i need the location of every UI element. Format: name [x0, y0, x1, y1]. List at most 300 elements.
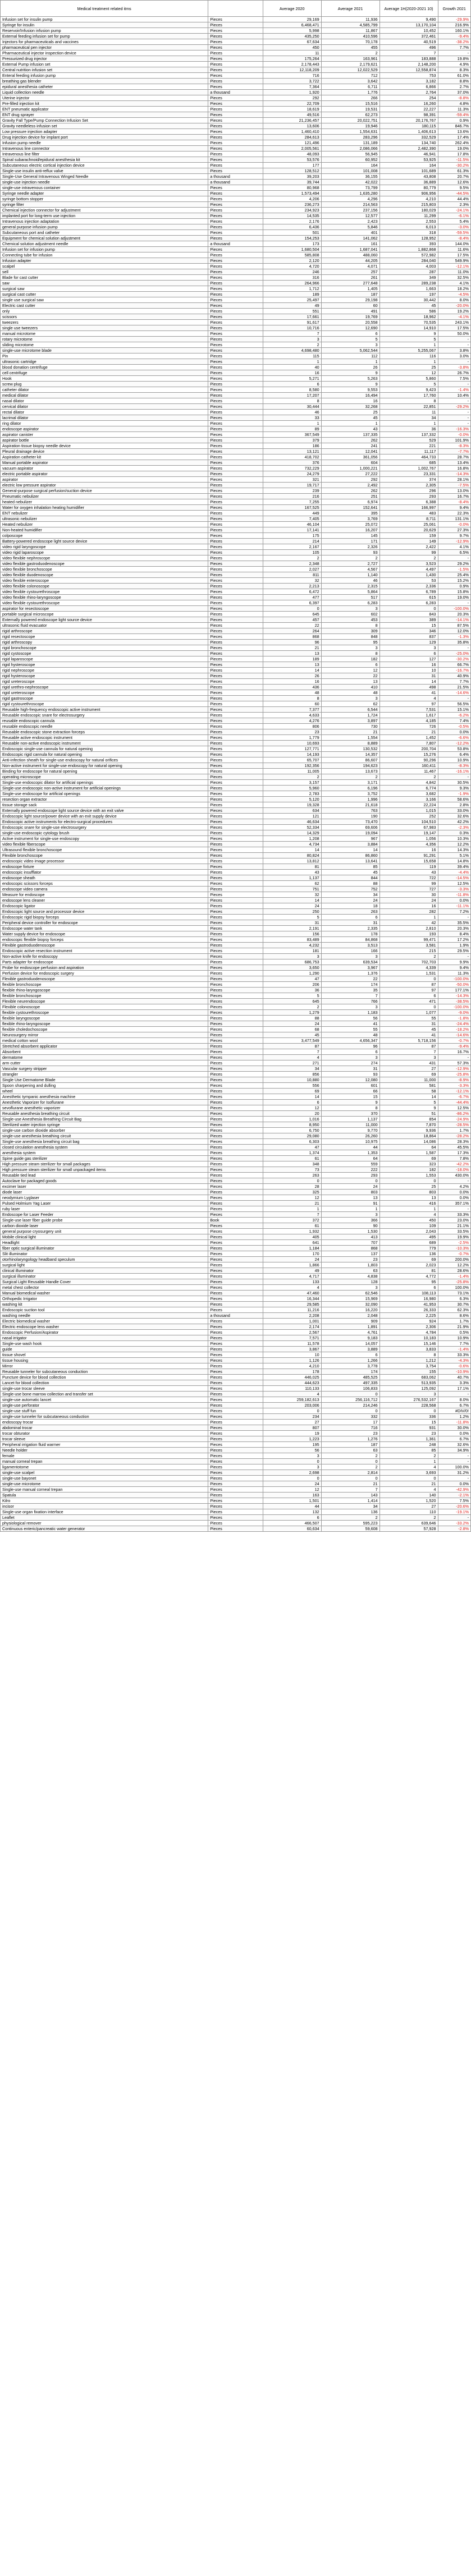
avg-1h-cell[interactable]: 101,689 — [379, 168, 438, 174]
item-name-cell[interactable]: Reusable high-frequency endoscopic active instrument — [1, 707, 208, 713]
avg-2021-cell[interactable]: 752 — [321, 887, 379, 892]
avg-2020-cell[interactable]: 11,578 — [263, 1341, 321, 1347]
item-name-cell[interactable]: flexible rhino-laryngoscope — [1, 1021, 208, 1027]
avg-1h-cell[interactable]: 346 — [379, 628, 438, 634]
avg-2021-cell[interactable]: 1,687,041 — [321, 247, 379, 252]
table-row[interactable] — [1, 45, 471, 50]
growth-cell[interactable]: -30.2% — [438, 163, 470, 168]
growth-cell[interactable]: 21.9% — [438, 1324, 470, 1330]
avg-2020-cell[interactable]: 14 — [263, 668, 321, 673]
avg-2020-cell[interactable]: 0 — [263, 1178, 321, 1184]
item-name-cell[interactable]: single-use anesthesia breathing circuit — [1, 1133, 208, 1139]
avg-2021-cell[interactable]: 25,072 — [321, 522, 379, 527]
avg-1h-cell[interactable]: 5 — [379, 337, 438, 342]
growth-cell[interactable]: 17.1% — [438, 1386, 470, 1392]
avg-1h-cell[interactable]: 4,784 — [379, 1330, 438, 1335]
avg-2021-cell[interactable]: 1,376 — [321, 971, 379, 976]
table-row[interactable] — [1, 488, 471, 494]
item-name-cell[interactable]: Endoscope water tank — [1, 926, 208, 931]
table-row[interactable] — [1, 247, 471, 252]
avg-2021-cell[interactable]: 70,178 — [321, 39, 379, 45]
avg-1h-cell[interactable]: 4,210 — [379, 196, 438, 202]
avg-2020-cell[interactable]: 11,005 — [263, 769, 321, 774]
avg-2021-cell[interactable]: 2,048 — [321, 1313, 379, 1319]
growth-cell[interactable]: -6.1% — [438, 213, 470, 219]
avg-2020-cell[interactable]: 2,178,443 — [263, 62, 321, 67]
item-name-cell[interactable]: Single-use Anesthesia Breathing Circuit Bag — [1, 1117, 208, 1122]
avg-2020-cell[interactable]: 5,998 — [263, 28, 321, 34]
unit-cell[interactable]: Pieces — [208, 146, 263, 151]
unit-cell[interactable]: Pieces — [208, 752, 263, 757]
growth-cell[interactable]: -2.5% — [438, 1240, 470, 1246]
table-row[interactable] — [1, 814, 471, 819]
unit-cell[interactable]: Pieces — [208, 151, 263, 157]
table-row[interactable] — [1, 954, 471, 959]
growth-cell[interactable]: 40.7% — [438, 1375, 470, 1380]
avg-2020-cell[interactable]: 24,279 — [263, 471, 321, 477]
item-name-cell[interactable]: Peripheral device controller for endoscope — [1, 920, 208, 926]
avg-2021-cell[interactable]: 31 — [321, 920, 379, 926]
avg-2021-cell[interactable]: 62,273 — [321, 112, 379, 118]
avg-2021-cell[interactable]: 1,776 — [321, 90, 379, 95]
unit-cell[interactable]: Pieces — [208, 1010, 263, 1016]
item-name-cell[interactable]: Spine guide gas sterilizer — [1, 1156, 208, 1161]
unit-cell[interactable]: Pieces — [208, 729, 263, 735]
item-name-cell[interactable]: video flexible colonoscope — [1, 584, 208, 589]
avg-2020-cell[interactable]: 47 — [263, 1145, 321, 1150]
growth-cell[interactable]: 177.1% — [438, 988, 470, 993]
avg-2021-cell[interactable]: 90 — [321, 1223, 379, 1229]
item-name-cell[interactable]: Subcutaneous electric cortical injection device — [1, 163, 208, 168]
avg-2020-cell[interactable]: 8,580 — [263, 387, 321, 393]
avg-2020-cell[interactable]: 56 — [263, 1448, 321, 1453]
avg-2021-cell[interactable]: 8,889 — [321, 741, 379, 746]
table-row[interactable] — [1, 572, 471, 578]
item-name-cell[interactable]: diode laser — [1, 1190, 208, 1195]
avg-1h-cell[interactable]: 837 — [379, 634, 438, 640]
unit-cell[interactable]: Pieces — [208, 1262, 263, 1268]
unit-cell[interactable]: Pieces — [208, 993, 263, 999]
table-row[interactable] — [1, 1083, 471, 1089]
item-name-cell[interactable]: colposcope — [1, 533, 208, 539]
item-name-cell[interactable]: rectal dilator — [1, 410, 208, 415]
growth-cell[interactable]: - — [438, 1453, 470, 1459]
unit-cell[interactable]: a thousand — [208, 180, 263, 185]
avg-2021-cell[interactable]: 3 — [321, 342, 379, 348]
avg-1h-cell[interactable]: 3 — [379, 1392, 438, 1397]
avg-2021-cell[interactable]: 130,532 — [321, 746, 379, 752]
avg-2021-cell[interactable]: 8 — [321, 623, 379, 628]
avg-2021-cell[interactable]: 6,711 — [321, 84, 379, 90]
avg-1h-cell[interactable]: 2 — [379, 954, 438, 959]
growth-cell[interactable]: -4.1% — [438, 314, 470, 320]
growth-cell[interactable]: -11.5% — [438, 157, 470, 163]
avg-2020-cell[interactable]: 178 — [263, 1369, 321, 1375]
table-row[interactable] — [1, 118, 471, 123]
growth-cell[interactable]: 6.7% — [438, 1436, 470, 1442]
table-row[interactable] — [1, 163, 471, 168]
avg-2020-cell[interactable]: 13,121 — [263, 449, 321, 454]
item-name-cell[interactable]: flexible bronchoscope — [1, 982, 208, 988]
avg-2020-cell[interactable]: 321 — [263, 477, 321, 483]
item-name-cell[interactable]: Pre-filled injection kit — [1, 101, 208, 107]
avg-2021-cell[interactable]: 12,577 — [321, 213, 379, 219]
item-name-cell[interactable]: Flexible gastroduodenoscope — [1, 943, 208, 948]
item-name-cell[interactable]: endoscopic video image processor — [1, 858, 208, 864]
table-row[interactable] — [1, 993, 471, 999]
growth-cell[interactable]: 9.4% — [438, 505, 470, 511]
item-name-cell[interactable]: Infusion adapter — [1, 258, 208, 264]
avg-2020-cell[interactable]: 167,525 — [263, 505, 321, 511]
avg-2020-cell[interactable]: 5,120 — [263, 797, 321, 802]
unit-cell[interactable]: Pieces — [208, 348, 263, 353]
table-row[interactable] — [1, 1089, 471, 1094]
unit-cell[interactable]: Pieces — [208, 1420, 263, 1425]
avg-1h-cell[interactable]: 200,704 — [379, 746, 438, 752]
avg-1h-cell[interactable]: 27 — [379, 1066, 438, 1072]
table-row[interactable] — [1, 112, 471, 118]
avg-2020-cell[interactable]: 446,025 — [263, 1375, 321, 1380]
avg-1h-cell[interactable]: 15 — [379, 623, 438, 628]
table-row[interactable] — [1, 959, 471, 965]
table-row[interactable] — [1, 1408, 471, 1414]
unit-cell[interactable]: Pieces — [208, 213, 263, 219]
item-name-cell[interactable]: rigid bronchoscope — [1, 645, 208, 651]
avg-1h-cell[interactable]: 572,982 — [379, 252, 438, 258]
avg-2021-cell[interactable]: 868 — [321, 1246, 379, 1251]
growth-cell[interactable]: 100.0% — [438, 1464, 470, 1470]
avg-2021-cell[interactable]: 9 — [321, 382, 379, 387]
avg-2021-cell[interactable]: 187 — [321, 292, 379, 297]
avg-1h-cell[interactable]: 31 — [379, 673, 438, 679]
avg-1h-cell[interactable]: 4 — [379, 1212, 438, 1218]
item-name-cell[interactable]: Low pressure injection adapter — [1, 129, 208, 135]
unit-cell[interactable]: Pieces — [208, 460, 263, 466]
table-row[interactable] — [1, 281, 471, 286]
avg-2021-cell[interactable]: 3 — [321, 696, 379, 701]
avg-2020-cell[interactable]: 16 — [263, 370, 321, 376]
unit-cell[interactable]: Pieces — [208, 342, 263, 348]
table-row[interactable] — [1, 926, 471, 931]
avg-2021-cell[interactable]: 16,220 — [321, 1307, 379, 1313]
unit-cell[interactable]: Pieces — [208, 1139, 263, 1145]
avg-2021-cell[interactable]: 182 — [321, 656, 379, 662]
avg-1h-cell[interactable]: 16,980 — [379, 1296, 438, 1302]
unit-cell[interactable]: Pieces — [208, 1369, 263, 1375]
unit-cell[interactable]: Pieces — [208, 1324, 263, 1330]
growth-cell[interactable]: 18.2% — [438, 286, 470, 292]
growth-cell[interactable]: 17.3% — [438, 1150, 470, 1156]
avg-2021-cell[interactable]: 909 — [321, 1319, 379, 1324]
growth-cell[interactable]: -6.2% — [438, 713, 470, 718]
avg-2021-cell[interactable]: 3,897 — [321, 718, 379, 724]
unit-cell[interactable]: Pieces — [208, 769, 263, 774]
avg-1h-cell[interactable]: 136 — [379, 1251, 438, 1257]
avg-2021-cell[interactable]: 101,008 — [321, 168, 379, 174]
unit-cell[interactable]: Pieces — [208, 1414, 263, 1420]
avg-2021-cell[interactable]: 96 — [321, 1044, 379, 1049]
unit-cell[interactable]: Pieces — [208, 404, 263, 410]
unit-cell[interactable]: Pieces — [208, 1122, 263, 1128]
item-name-cell[interactable]: trocar sleeve — [1, 1436, 208, 1442]
item-name-cell[interactable]: External Pump infusion set — [1, 62, 208, 67]
unit-cell[interactable]: Pieces — [208, 1431, 263, 1436]
avg-2021-cell[interactable]: 848 — [321, 634, 379, 640]
unit-cell[interactable]: Pieces — [208, 858, 263, 864]
avg-2021-cell[interactable]: 171 — [321, 539, 379, 544]
avg-2020-cell[interactable]: 3,650 — [263, 965, 321, 971]
table-row[interactable] — [1, 337, 471, 342]
avg-2020-cell[interactable]: 61 — [263, 1156, 321, 1161]
table-row[interactable] — [1, 965, 471, 971]
item-name-cell[interactable]: Aspiration tissue biopsy needle device — [1, 443, 208, 449]
unit-cell[interactable]: Pieces — [208, 1509, 263, 1515]
avg-2021-cell[interactable]: 88 — [321, 881, 379, 887]
avg-1h-cell[interactable]: 3,693 — [379, 1470, 438, 1476]
avg-2020-cell[interactable]: 110,133 — [263, 1386, 321, 1392]
unit-cell[interactable]: Pieces — [208, 971, 263, 976]
item-name-cell[interactable]: Single-use endoscope for artificial openings — [1, 791, 208, 797]
item-name-cell[interactable]: Endoscopic rigid biopsy forceps — [1, 915, 208, 920]
avg-2020-cell[interactable]: 3,157 — [263, 780, 321, 786]
avg-2020-cell[interactable]: 105 — [263, 550, 321, 555]
item-name-cell[interactable]: Non-active instrument for single-use endoscopy for natural opening — [1, 763, 208, 769]
avg-2020-cell[interactable]: 239 — [263, 488, 321, 494]
growth-cell[interactable]: 16.7% — [438, 494, 470, 499]
avg-2021-cell[interactable]: 45 — [321, 415, 379, 421]
table-row[interactable] — [1, 1414, 471, 1420]
avg-1h-cell[interactable]: 3,581 — [379, 943, 438, 948]
avg-2020-cell[interactable]: 732,229 — [263, 466, 321, 471]
avg-2021-cell[interactable]: 5,062,544 — [321, 348, 379, 353]
growth-cell[interactable]: 42.2% — [438, 819, 470, 825]
table-row[interactable] — [1, 1240, 471, 1246]
avg-1h-cell[interactable]: 14,910 — [379, 325, 438, 331]
table-row[interactable] — [1, 769, 471, 774]
table-row[interactable] — [1, 858, 471, 864]
avg-2021-cell[interactable]: 9,553 — [321, 387, 379, 393]
table-row[interactable] — [1, 1111, 471, 1117]
table-row[interactable] — [1, 264, 471, 269]
growth-cell[interactable]: 6.5% — [438, 550, 470, 555]
table-row[interactable] — [1, 494, 471, 499]
item-name-cell[interactable]: single-use perforator — [1, 1403, 208, 1408]
item-name-cell[interactable]: Externally powered endoscope light source device with an exit valve — [1, 808, 208, 814]
table-row[interactable] — [1, 1425, 471, 1431]
table-row[interactable] — [1, 241, 471, 247]
unit-cell[interactable]: Pieces — [208, 757, 263, 763]
avg-2020-cell[interactable]: 189 — [263, 656, 321, 662]
avg-2021-cell[interactable]: 1,353 — [321, 1150, 379, 1156]
growth-cell[interactable]: 1.2% — [438, 1414, 470, 1420]
avg-2020-cell[interactable]: 751 — [263, 887, 321, 892]
growth-cell[interactable]: 27.3% — [438, 527, 470, 533]
avg-2020-cell[interactable]: 3 — [263, 1464, 321, 1470]
unit-cell[interactable]: Pieces — [208, 797, 263, 802]
unit-cell[interactable]: Pieces — [208, 645, 263, 651]
avg-2021-cell[interactable]: 2 — [321, 1453, 379, 1459]
item-name-cell[interactable]: video flexible rhino-laryngoscope — [1, 595, 208, 600]
item-name-cell[interactable]: medical cotton wool — [1, 1038, 208, 1044]
unit-cell[interactable]: Pieces — [208, 853, 263, 858]
avg-1h-cell[interactable]: 16 — [379, 903, 438, 909]
table-row[interactable] — [1, 780, 471, 786]
growth-cell[interactable]: -1.4% — [438, 1274, 470, 1279]
table-row[interactable] — [1, 1319, 471, 1324]
table-row[interactable] — [1, 757, 471, 763]
avg-2021-cell[interactable]: 3 — [321, 645, 379, 651]
table-row[interactable] — [1, 1392, 471, 1397]
table-row[interactable] — [1, 477, 471, 483]
avg-1h-cell[interactable]: 4,185 — [379, 718, 438, 724]
growth-cell[interactable]: 35.5% — [438, 920, 470, 926]
avg-2020-cell[interactable]: 45 — [263, 1032, 321, 1038]
unit-cell[interactable]: Pieces — [208, 1459, 263, 1464]
avg-1h-cell[interactable]: 9,936 — [379, 1128, 438, 1133]
table-row[interactable] — [1, 1526, 471, 1532]
table-row[interactable] — [1, 870, 471, 875]
unit-cell[interactable]: Pieces — [208, 1403, 263, 1408]
avg-2021-cell[interactable]: 14,357 — [321, 752, 379, 757]
unit-cell[interactable]: Pieces — [208, 477, 263, 483]
table-row[interactable] — [1, 410, 471, 415]
avg-1h-cell[interactable]: 2,336 — [379, 584, 438, 589]
growth-cell[interactable]: 13.0% — [438, 488, 470, 494]
table-row[interactable] — [1, 1347, 471, 1352]
table-row[interactable] — [1, 1122, 471, 1128]
avg-1h-cell[interactable]: 254 — [379, 95, 438, 101]
avg-1h-cell[interactable]: 23,331 — [379, 471, 438, 477]
item-name-cell[interactable]: endoscopic scissors forceps — [1, 881, 208, 887]
item-name-cell[interactable]: operating microscope — [1, 774, 208, 780]
avg-2020-cell[interactable]: 246 — [263, 269, 321, 275]
avg-2020-cell[interactable]: 1,290 — [263, 971, 321, 976]
growth-cell[interactable]: -0.7% — [438, 1251, 470, 1257]
avg-2020-cell[interactable]: 2,174 — [263, 1324, 321, 1330]
avg-2020-cell[interactable]: 132 — [263, 1509, 321, 1515]
table-row[interactable] — [1, 398, 471, 404]
avg-1h-cell[interactable]: 10,183 — [379, 1335, 438, 1341]
table-row[interactable] — [1, 511, 471, 516]
avg-2021-cell[interactable]: 15,969 — [321, 1296, 379, 1302]
growth-cell[interactable]: - — [438, 50, 470, 56]
growth-cell[interactable]: 0.0% — [438, 1195, 470, 1201]
unit-cell[interactable]: Pieces — [208, 1498, 263, 1504]
unit-cell[interactable]: Pieces — [208, 1257, 263, 1262]
avg-1h-cell[interactable]: 252 — [379, 814, 438, 819]
avg-2021-cell[interactable]: 1,803 — [321, 1262, 379, 1268]
table-row[interactable] — [1, 887, 471, 892]
unit-cell[interactable]: Pieces — [208, 1178, 263, 1184]
growth-cell[interactable]: -100.0% — [438, 606, 470, 612]
item-name-cell[interactable]: General-purpose surgical perfusion/suction device — [1, 488, 208, 494]
unit-cell[interactable]: Pieces — [208, 1083, 263, 1089]
growth-cell[interactable]: 8.6% — [438, 1313, 470, 1319]
unit-cell[interactable]: Pieces — [208, 365, 263, 370]
avg-2020-cell[interactable]: 28 — [263, 1184, 321, 1190]
avg-2021-cell[interactable]: 63 — [321, 1448, 379, 1453]
table-row[interactable] — [1, 22, 471, 28]
avg-2020-cell[interactable]: 6 — [263, 382, 321, 387]
item-name-cell[interactable]: abdominal trocar — [1, 1425, 208, 1431]
avg-1h-cell[interactable]: 221 — [379, 443, 438, 449]
unit-cell[interactable]: Pieces — [208, 1184, 263, 1190]
item-name-cell[interactable]: vacuum aspirator — [1, 466, 208, 471]
item-name-cell[interactable]: rotary microtome — [1, 337, 208, 342]
avg-2021-cell[interactable]: 1 — [321, 359, 379, 365]
avg-2021-cell[interactable]: 48 — [321, 1032, 379, 1038]
avg-2020-cell[interactable]: 14 — [263, 898, 321, 903]
table-row[interactable] — [1, 1291, 471, 1296]
avg-2021-cell[interactable]: 16 — [321, 398, 379, 404]
table-row[interactable] — [1, 1184, 471, 1190]
avg-2020-cell[interactable]: 585,808 — [263, 252, 321, 258]
growth-cell[interactable]: - — [438, 1206, 470, 1212]
avg-2021-cell[interactable]: 10,975 — [321, 1139, 379, 1145]
avg-2020-cell[interactable]: 1,460,410 — [263, 129, 321, 135]
table-row[interactable] — [1, 578, 471, 584]
table-row[interactable] — [1, 1363, 471, 1369]
avg-2020-cell[interactable]: 4,276 — [263, 718, 321, 724]
table-row[interactable] — [1, 550, 471, 555]
avg-1h-cell[interactable]: 722 — [379, 875, 438, 881]
unit-cell[interactable]: Pieces — [208, 1352, 263, 1358]
avg-2021-cell[interactable]: 20,022,751 — [321, 118, 379, 123]
avg-2020-cell[interactable]: 1 — [263, 421, 321, 426]
avg-1h-cell[interactable]: 289,238 — [379, 281, 438, 286]
table-row[interactable] — [1, 471, 471, 477]
unit-cell[interactable]: Pieces — [208, 382, 263, 387]
item-name-cell[interactable]: rigid cystourethroscope — [1, 701, 208, 707]
growth-cell[interactable]: -8.3% — [438, 443, 470, 449]
unit-cell[interactable]: Pieces — [208, 107, 263, 112]
avg-2020-cell[interactable]: 1,779 — [263, 735, 321, 741]
table-row[interactable] — [1, 1420, 471, 1425]
growth-cell[interactable]: 30.7% — [438, 1302, 470, 1307]
unit-cell[interactable]: Pieces — [208, 1397, 263, 1403]
unit-cell[interactable]: Pieces — [208, 842, 263, 847]
item-name-cell[interactable]: Infusion set for insulin pump — [1, 17, 208, 22]
avg-2020-cell[interactable]: 2,208 — [263, 1313, 321, 1319]
unit-cell[interactable]: Pieces — [208, 1089, 263, 1094]
growth-cell[interactable]: 20.3% — [438, 612, 470, 617]
avg-2020-cell[interactable]: 195 — [263, 1442, 321, 1448]
growth-cell[interactable]: 31.2% — [438, 1470, 470, 1476]
unit-cell[interactable]: Pieces — [208, 814, 263, 819]
unit-cell[interactable]: Pieces — [208, 196, 263, 202]
avg-2020-cell[interactable]: 6,750 — [263, 1128, 321, 1133]
unit-cell[interactable]: Pieces — [208, 73, 263, 79]
avg-2020-cell[interactable]: 20 — [263, 1111, 321, 1117]
table-row[interactable] — [1, 275, 471, 281]
unit-cell[interactable]: Pieces — [208, 954, 263, 959]
growth-cell[interactable]: - — [438, 359, 470, 365]
item-name-cell[interactable]: ENT pneumatic applicator — [1, 107, 208, 112]
unit-cell[interactable]: Pieces — [208, 185, 263, 191]
growth-cell[interactable]: -1.8% — [438, 1016, 470, 1021]
item-name-cell[interactable]: electric low pressure aspirator — [1, 483, 208, 488]
table-row[interactable] — [1, 1459, 471, 1464]
table-row[interactable] — [1, 1257, 471, 1262]
table-row[interactable] — [1, 224, 471, 230]
unit-cell[interactable]: Pieces — [208, 1335, 263, 1341]
table-row[interactable] — [1, 948, 471, 954]
item-name-cell[interactable]: only — [1, 309, 208, 314]
growth-cell[interactable]: - — [438, 337, 470, 342]
unit-cell[interactable]: Pieces — [208, 191, 263, 196]
item-name-cell[interactable]: Single-use laser fiber guide probe — [1, 1218, 208, 1223]
unit-cell[interactable]: Pieces — [208, 1296, 263, 1302]
